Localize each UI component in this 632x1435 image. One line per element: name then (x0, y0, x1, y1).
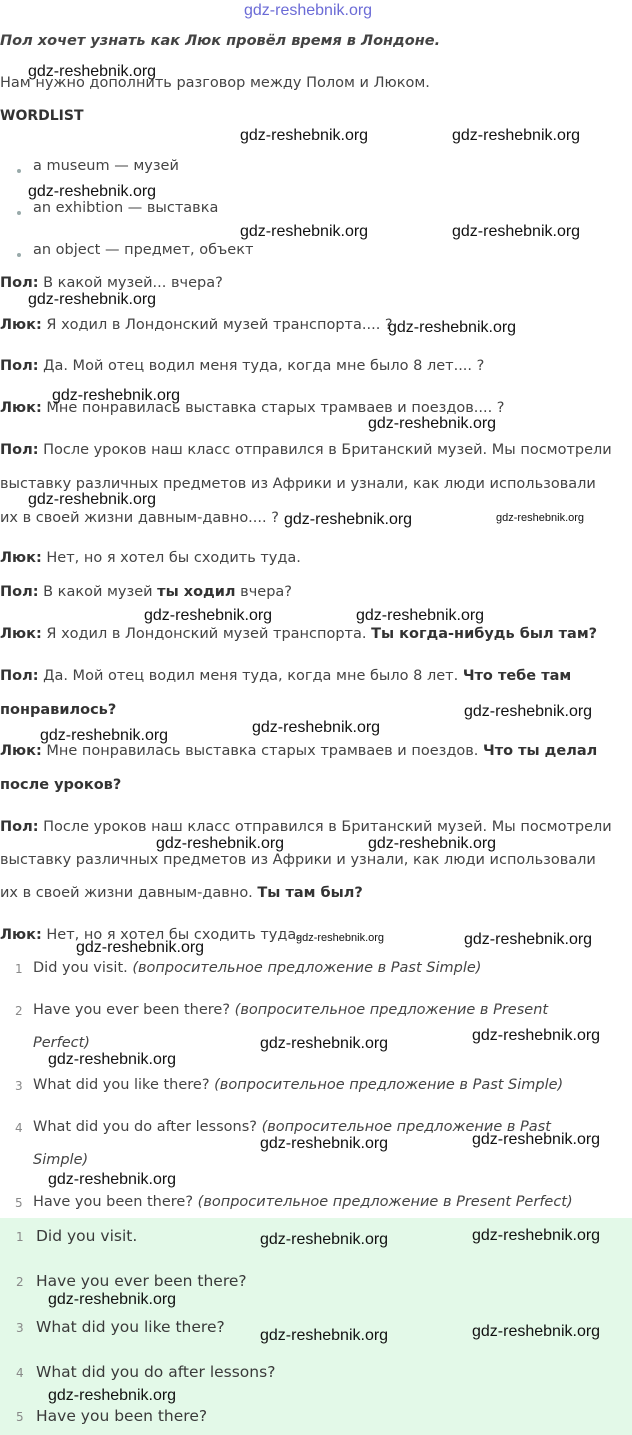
answer-insert: Ты там был? (257, 885, 363, 901)
top-watermark: gdz-reshebnik.org (244, 2, 373, 19)
answered-line: выставку различных предметов из Африки и узнали, как люди использовали (0, 852, 596, 868)
speaker-label: Пол: (0, 584, 39, 600)
watermark: gdz-reshebnik.org (48, 1171, 177, 1188)
answer-insert: Что тебе там (462, 668, 572, 684)
answer-insert: понравилось? (0, 702, 117, 718)
answered-line (0, 584, 292, 600)
list-number: 4 (15, 1121, 23, 1135)
explanation-text: Have you ever been there? (33, 1002, 235, 1018)
speaker-label: Пол: (0, 442, 39, 458)
answered-line (0, 819, 612, 835)
dialog-text: их в своей жизни давным-давно. (0, 885, 258, 901)
explanation-note: (вопросительное предложение в Past Simple) (214, 1077, 564, 1093)
dialog-line: их в своей жизни давным-давно.... ? (0, 510, 279, 526)
watermark: gdz-reshebnik.org (368, 415, 497, 432)
dialog-text: В какой музей (43, 584, 158, 600)
watermark: gdz-reshebnik.org (240, 127, 369, 144)
list-number: 4 (16, 1366, 24, 1380)
dialog-line (0, 550, 301, 566)
watermark: gdz-reshebnik.org (28, 291, 157, 308)
speaker-label: Люк: (0, 927, 42, 943)
watermark: gdz-reshebnik.org (472, 1131, 601, 1148)
watermark: gdz-reshebnik.org (452, 223, 581, 240)
watermark: gdz-reshebnik.org (28, 183, 157, 200)
explanation-item (33, 1077, 563, 1093)
list-number: 1 (15, 962, 23, 976)
watermark: gdz-reshebnik.org (260, 1327, 389, 1344)
watermark: gdz-reshebnik.org (144, 607, 273, 624)
watermark: gdz-reshebnik.org (284, 511, 413, 528)
list-number: 3 (16, 1321, 24, 1335)
wordlist-item: an object — предмет, объект (33, 242, 254, 258)
explanation-note: (вопросительное предложение в Past Simple) (132, 960, 482, 976)
watermark: gdz-reshebnik.org (472, 1323, 601, 1340)
dialog-line (0, 358, 484, 374)
bullet-icon (17, 211, 21, 215)
watermark: gdz-reshebnik.org (240, 223, 369, 240)
dialog-text: Нет, но я хотел бы сходить туда. (46, 927, 301, 943)
watermark: gdz-reshebnik.org (464, 931, 593, 948)
explanation-text: What did you like there? (33, 1077, 215, 1093)
speaker-label: Пол: (0, 668, 39, 684)
watermark: gdz-reshebnik.org (28, 491, 157, 508)
explanation-note: (вопросительное предложение в Present Perfect) (197, 1194, 573, 1210)
speaker-label: Пол: (0, 358, 39, 374)
dialog-text: Я ходил в Лондонский музей транспорта.... ? (46, 317, 393, 333)
speaker-label: Люк: (0, 743, 42, 759)
watermark: gdz-reshebnik.org (76, 939, 205, 956)
dialog-line: выставку различных предметов из Африки и узнали, как люди использовали (0, 476, 596, 492)
watermark: gdz-reshebnik.org (472, 1027, 601, 1044)
watermark: gdz-reshebnik.org (28, 63, 157, 80)
bullet-icon (17, 169, 21, 173)
list-number: 3 (15, 1079, 23, 1093)
intro-line-1: Пол хочет узнать как Люк провёл время в Лондоне. (0, 33, 441, 49)
dialog-line (0, 275, 223, 291)
watermark: gdz-reshebnik.org (496, 512, 585, 524)
watermark: gdz-reshebnik.org (260, 1135, 389, 1152)
list-number: 5 (15, 1196, 23, 1210)
watermark: gdz-reshebnik.org (356, 607, 485, 624)
explanation-item (33, 1194, 573, 1210)
watermark: gdz-reshebnik.org (48, 1387, 177, 1404)
watermark: gdz-reshebnik.org (464, 703, 593, 720)
dialog-text: После уроков наш класс отправился в Британский музей. Мы посмотрели (43, 442, 612, 458)
watermark: gdz-reshebnik.org (452, 127, 581, 144)
watermark: gdz-reshebnik.org (52, 387, 181, 404)
answered-line (0, 626, 597, 642)
watermark: gdz-reshebnik.org (296, 932, 385, 944)
list-number: 1 (16, 1230, 24, 1244)
speaker-label: Люк: (0, 400, 42, 416)
answer-insert: после уроков? (0, 777, 122, 793)
explanation-item (33, 1002, 548, 1018)
speaker-label: Люк: (0, 550, 42, 566)
answer-insert: Что ты делал (482, 743, 598, 759)
answer-item: Did you visit. (36, 1227, 138, 1245)
dialog-text: Мне понравилась выставка старых трамваев и поездов.... ? (46, 400, 505, 416)
watermark: gdz-reshebnik.org (48, 1291, 177, 1308)
intro-line-2: Нам нужно дополнить разговор между Полом и Люком. (0, 75, 430, 91)
explanation-note: Perfect) (33, 1035, 90, 1051)
speaker-label: Люк: (0, 626, 42, 642)
answered-line (0, 885, 363, 901)
watermark: gdz-reshebnik.org (260, 1035, 389, 1052)
speaker-label: Пол: (0, 275, 39, 291)
dialog-text: После уроков наш класс отправился в Британский музей. Мы посмотрели (43, 819, 612, 835)
answer-insert: Ты когда-нибудь был там? (371, 626, 598, 642)
speaker-label: Пол: (0, 819, 39, 835)
explanation-note: (вопросительное предложение в Past (261, 1119, 551, 1135)
answer-insert: ты ходил (157, 584, 236, 600)
dialog-line (0, 442, 612, 458)
watermark: gdz-reshebnik.org (252, 719, 381, 736)
watermark: gdz-reshebnik.org (388, 319, 517, 336)
watermark: gdz-reshebnik.org (40, 727, 169, 744)
list-number: 5 (16, 1410, 24, 1424)
dialog-text: Я ходил в Лондонский музей транспорта. (46, 626, 372, 642)
dialog-text: Нет, но я хотел бы сходить туда. (46, 550, 301, 566)
dialog-line (0, 317, 393, 333)
watermark: gdz-reshebnik.org (156, 835, 285, 852)
answer-item: What did you like there? (36, 1318, 225, 1336)
dialog-text: В какой музей... вчера? (43, 275, 223, 291)
explanation-text: Did you visit. (33, 960, 133, 976)
answer-item: Have you ever been there? (36, 1272, 247, 1290)
explanation-note: (вопросительное предложение в Present (234, 1002, 549, 1018)
watermark: gdz-reshebnik.org (260, 1231, 389, 1248)
wordlist-heading: WORDLIST (0, 108, 84, 124)
dialog-text: Да. Мой отец водил меня туда, когда мне было 8 лет.... ? (43, 358, 485, 374)
explanation-note: Simple) (33, 1152, 89, 1168)
answer-item: Have you been there? (36, 1407, 208, 1425)
wordlist-item: an exhibtion — выставка (33, 200, 219, 216)
bullet-icon (17, 253, 21, 257)
answer-item: What did you do after lessons? (36, 1363, 276, 1381)
dialog-text: Мне понравилась выставка старых трамваев и поездов. (46, 743, 483, 759)
watermark: gdz-reshebnik.org (472, 1227, 601, 1244)
explanation-text: Have you been there? (33, 1194, 198, 1210)
watermark: gdz-reshebnik.org (48, 1051, 177, 1068)
explanation-text: What did you do after lessons? (33, 1119, 262, 1135)
speaker-label: Люк: (0, 317, 42, 333)
dialog-text: Да. Мой отец водил меня туда, когда мне было 8 лет. (43, 668, 463, 684)
answered-line (0, 668, 571, 684)
list-number: 2 (16, 1275, 24, 1289)
list-number: 2 (15, 1004, 23, 1018)
explanation-item (33, 960, 481, 976)
watermark: gdz-reshebnik.org (368, 835, 497, 852)
dialog-text: вчера? (235, 584, 292, 600)
wordlist-item: a museum — музей (33, 158, 179, 174)
answered-line (0, 743, 597, 759)
